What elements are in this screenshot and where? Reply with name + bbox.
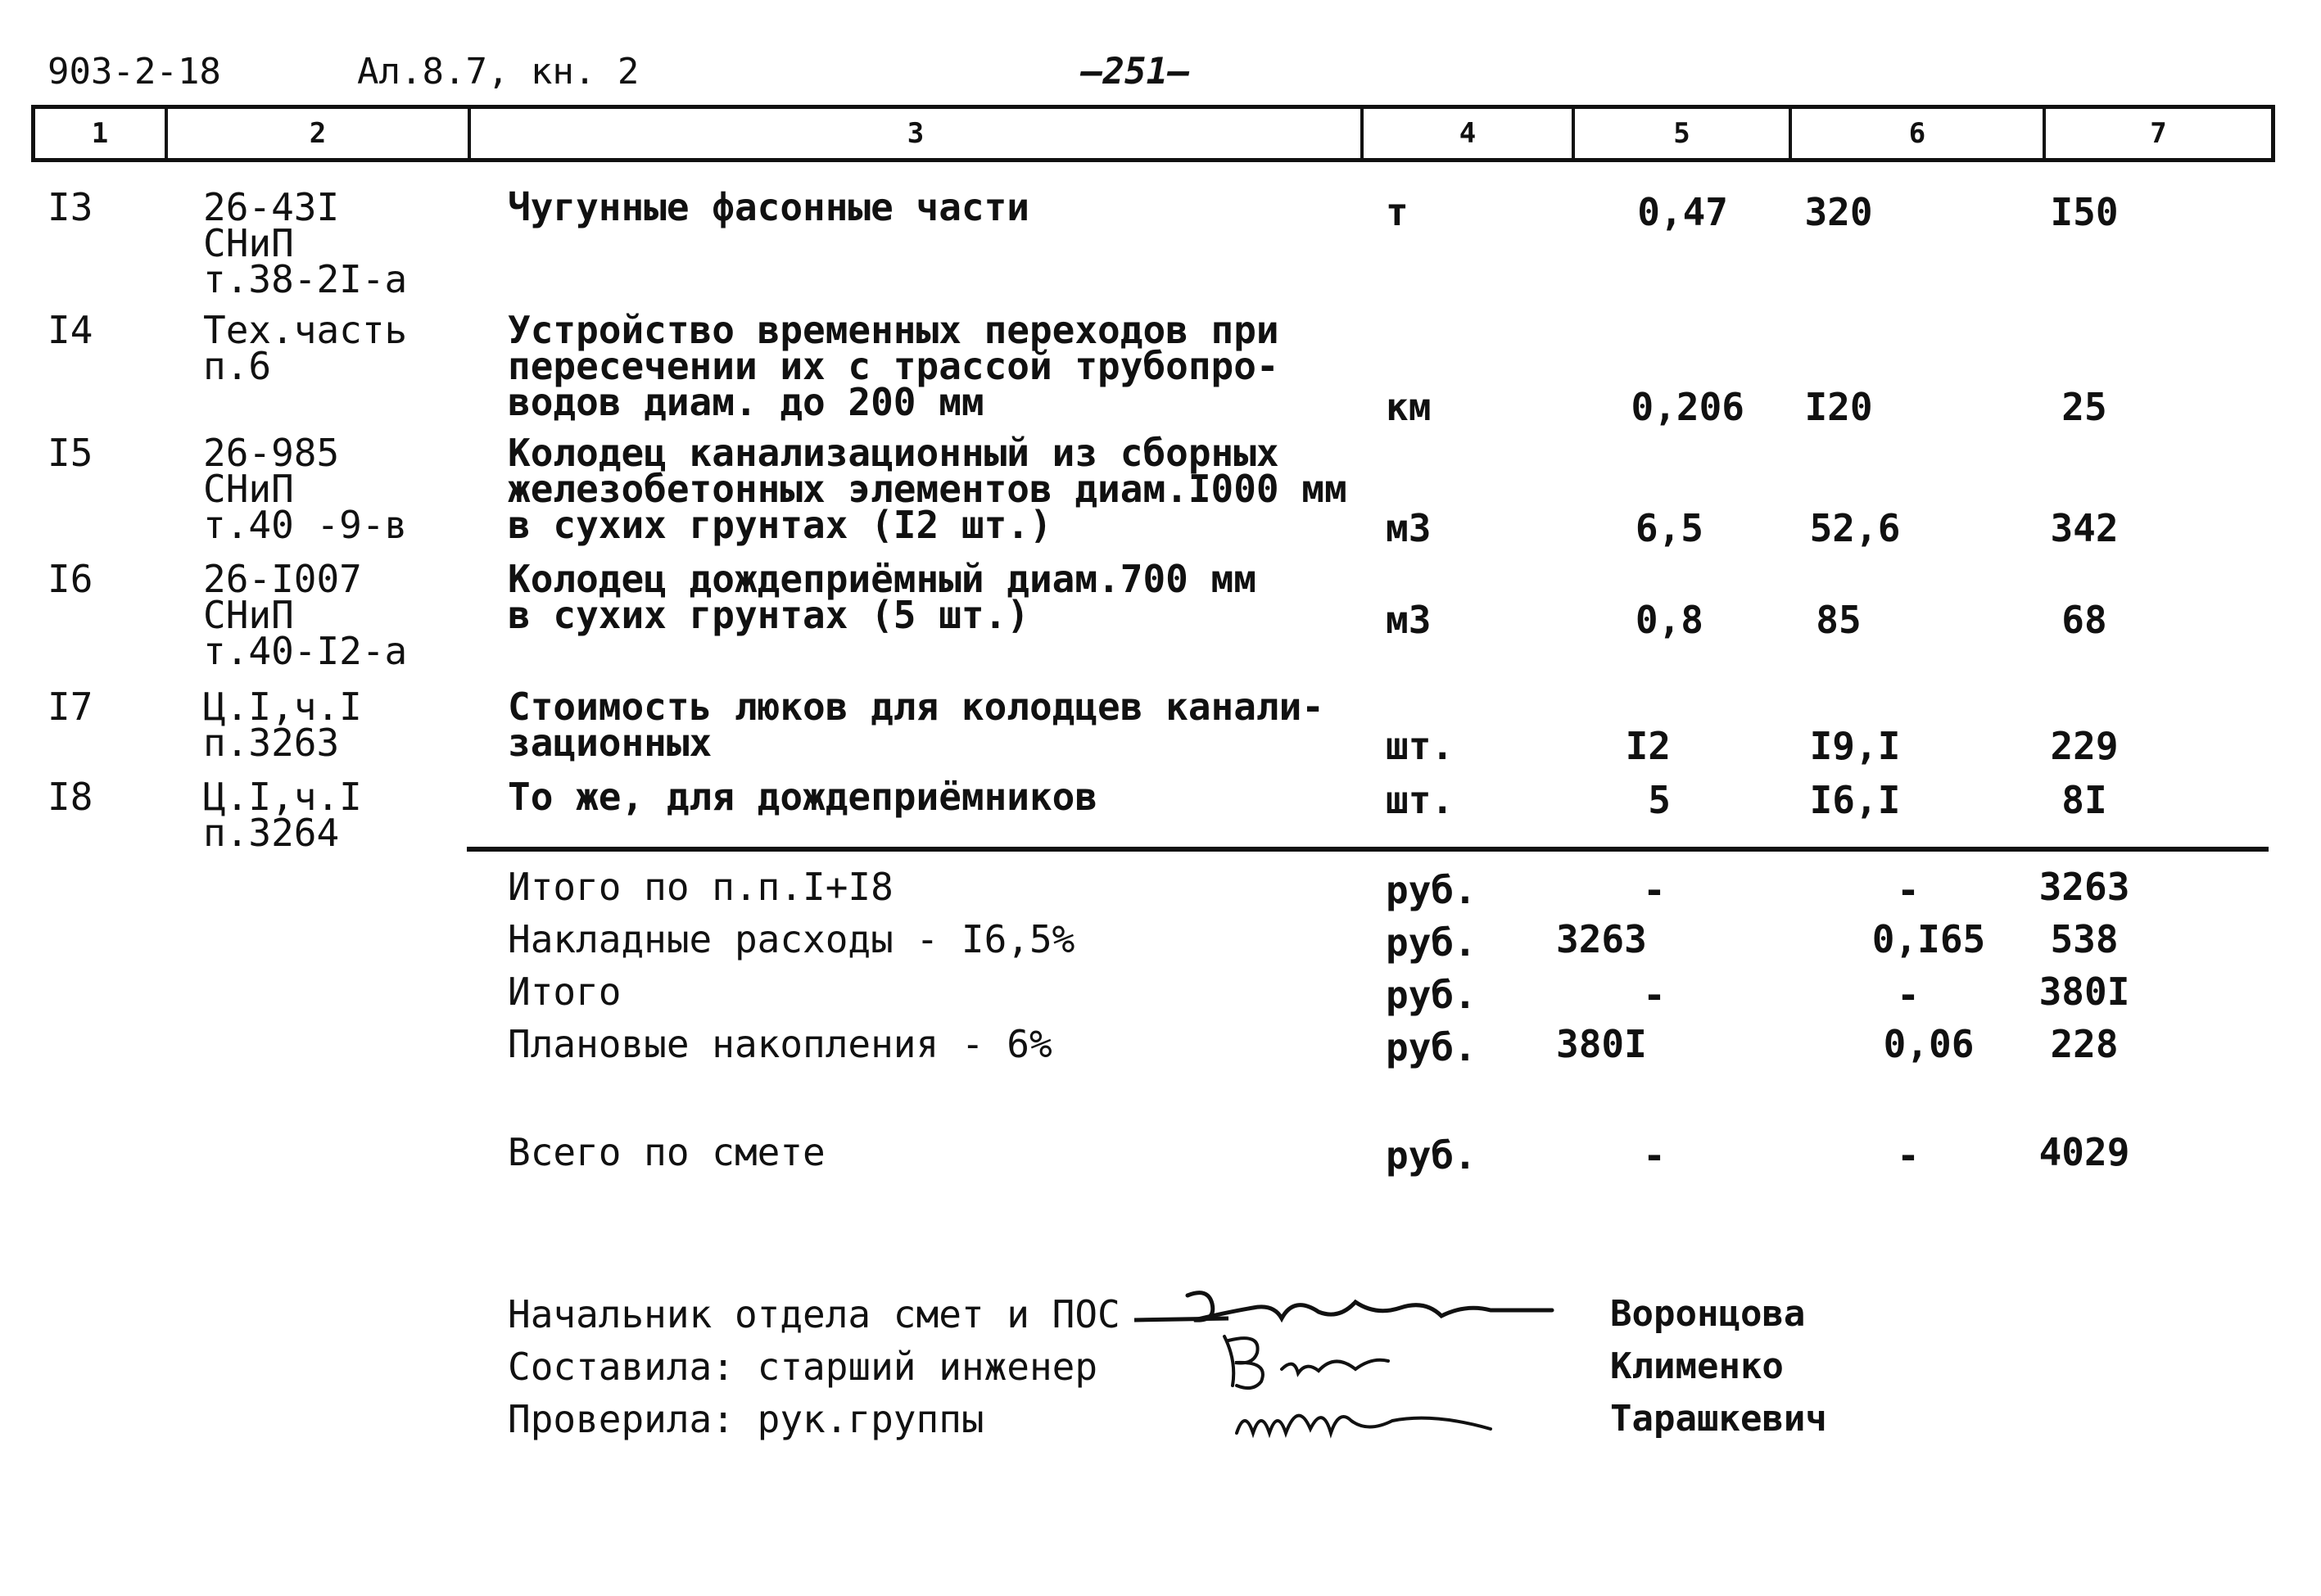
doc-code: 903-2-18: [48, 51, 221, 93]
row-quantity: I2: [1625, 724, 1671, 768]
summary-base: -: [1643, 868, 1666, 912]
row-reference: 26-43I: [203, 185, 340, 229]
row-reference: Ц.I,ч.I: [203, 775, 362, 819]
row-unit-price: I20: [1804, 385, 1873, 429]
row-description: Чугунные фасонные части: [508, 185, 1029, 229]
row-total: 229: [2050, 724, 2119, 768]
row-reference: т.40-I2-а: [203, 629, 408, 673]
signatory-name: Клименко: [1610, 1345, 1784, 1387]
summary-unit: руб.: [1386, 973, 1477, 1017]
row-unit: м3: [1386, 598, 1432, 642]
signatory-name: Воронцова: [1610, 1293, 1806, 1335]
row-description: То же, для дождеприёмников: [508, 775, 1098, 819]
row-total: 342: [2050, 506, 2119, 550]
row-reference: п.3263: [203, 721, 340, 765]
column-header-1: 1: [35, 109, 168, 158]
row-reference: т.40 -9-в: [203, 503, 408, 547]
column-header-3: 3: [471, 109, 1364, 158]
row-description: Колодец дождеприёмный диам.700 мм: [508, 557, 1256, 601]
row-total: 68: [2061, 598, 2107, 642]
row-quantity: 0,47: [1637, 190, 1728, 234]
signature-role: Начальник отдела смет и ПОС: [508, 1292, 1120, 1336]
summary-rate: -: [1897, 973, 1920, 1017]
row-number: I3: [48, 185, 93, 229]
row-description: пересечении их с трассой трубопро-: [508, 344, 1279, 388]
signature-role: Проверила: рук.группы: [508, 1397, 984, 1441]
row-quantity: 5: [1648, 778, 1671, 822]
column-header-2: 2: [168, 109, 471, 158]
row-unit: м3: [1386, 506, 1432, 550]
summary-base: 380I: [1556, 1022, 1647, 1066]
row-unit-price: I9,I: [1809, 724, 1901, 768]
row-description: железобетонных элементов диам.I000 мм: [508, 467, 1347, 511]
signature-role: Составила: старший инженер: [508, 1345, 1098, 1389]
summary-total: 3263: [2038, 865, 2130, 909]
row-description: в сухих грунтах (I2 шт.): [508, 503, 1052, 547]
row-unit: т: [1386, 190, 1409, 234]
column-header-5: 5: [1575, 109, 1792, 158]
row-unit-price: I6,I: [1809, 778, 1901, 822]
summary-unit: руб.: [1386, 1025, 1477, 1069]
row-unit-price: 52,6: [1809, 506, 1901, 550]
column-header-row: [31, 105, 2275, 162]
summary-rate: 0,I65: [1871, 917, 1986, 961]
column-header-4: 4: [1364, 109, 1575, 158]
row-description: в сухих грунтах (5 шт.): [508, 593, 1029, 637]
row-description: зационных: [508, 721, 713, 765]
row-description: Колодец канализационный из сборных: [508, 431, 1279, 475]
summary-rate: 0,06: [1883, 1022, 1975, 1066]
summary-unit: руб.: [1386, 868, 1477, 912]
row-unit: шт.: [1386, 724, 1455, 768]
row-reference: Тех.часть: [203, 308, 408, 352]
row-reference: СНиП: [203, 593, 294, 637]
row-unit-price: 320: [1804, 190, 1873, 234]
column-header-6: 6: [1792, 109, 2046, 158]
summary-unit: руб.: [1386, 920, 1477, 965]
row-number: I8: [48, 775, 93, 819]
page-number: —251—: [1081, 51, 1190, 93]
summary-total: 4029: [2038, 1130, 2130, 1174]
handwritten-signature: [1228, 1384, 1499, 1449]
summary-base: 3263: [1556, 917, 1647, 961]
summary-label: Итого по п.п.I+I8: [508, 865, 894, 909]
row-number: I4: [48, 308, 93, 352]
row-reference: Ц.I,ч.I: [203, 685, 362, 729]
row-reference: п.3264: [203, 811, 340, 855]
row-description: Устройство временных переходов при: [508, 308, 1279, 352]
row-unit: км: [1386, 385, 1432, 429]
album-reference: Ал.8.7, кн. 2: [357, 51, 640, 93]
summary-rate: -: [1897, 868, 1920, 912]
row-total: I50: [2050, 190, 2119, 234]
signatory-name: Тарашкевич: [1610, 1398, 1827, 1440]
row-reference: СНиП: [203, 221, 294, 265]
column-header-7: 7: [2150, 117, 2167, 150]
summary-total: 538: [2050, 917, 2119, 961]
summary-base: -: [1643, 1133, 1666, 1178]
row-reference: 26-I007: [203, 557, 362, 601]
summary-unit: руб.: [1386, 1133, 1477, 1178]
row-total: 8I: [2061, 778, 2107, 822]
row-quantity: 0,8: [1635, 598, 1703, 642]
summary-label: Всего по смете: [508, 1130, 826, 1174]
row-number: I7: [48, 685, 93, 729]
summary-base: -: [1643, 973, 1666, 1017]
row-reference: т.38-2I-а: [203, 257, 408, 301]
row-description: водов диам. до 200 мм: [508, 380, 984, 424]
summary-label: Накладные расходы - I6,5%: [508, 917, 1075, 961]
row-reference: СНиП: [203, 467, 294, 511]
summary-label: Плановые накопления - 6%: [508, 1022, 1052, 1066]
row-unit-price: 85: [1816, 598, 1862, 642]
summary-label: Итого: [508, 970, 622, 1014]
summary-separator: [467, 847, 2269, 852]
row-quantity: 0,206: [1631, 385, 1744, 429]
summary-rate: -: [1897, 1133, 1920, 1178]
summary-total: 228: [2050, 1022, 2119, 1066]
summary-total: 380I: [2038, 970, 2130, 1014]
row-quantity: 6,5: [1635, 506, 1703, 550]
row-reference: п.6: [203, 344, 272, 388]
row-description: Стоимость люков для колодцев канали-: [508, 685, 1324, 729]
row-total: 25: [2061, 385, 2107, 429]
row-number: I6: [48, 557, 93, 601]
row-reference: 26-985: [203, 431, 340, 475]
row-number: I5: [48, 431, 93, 475]
row-unit: шт.: [1386, 778, 1455, 822]
